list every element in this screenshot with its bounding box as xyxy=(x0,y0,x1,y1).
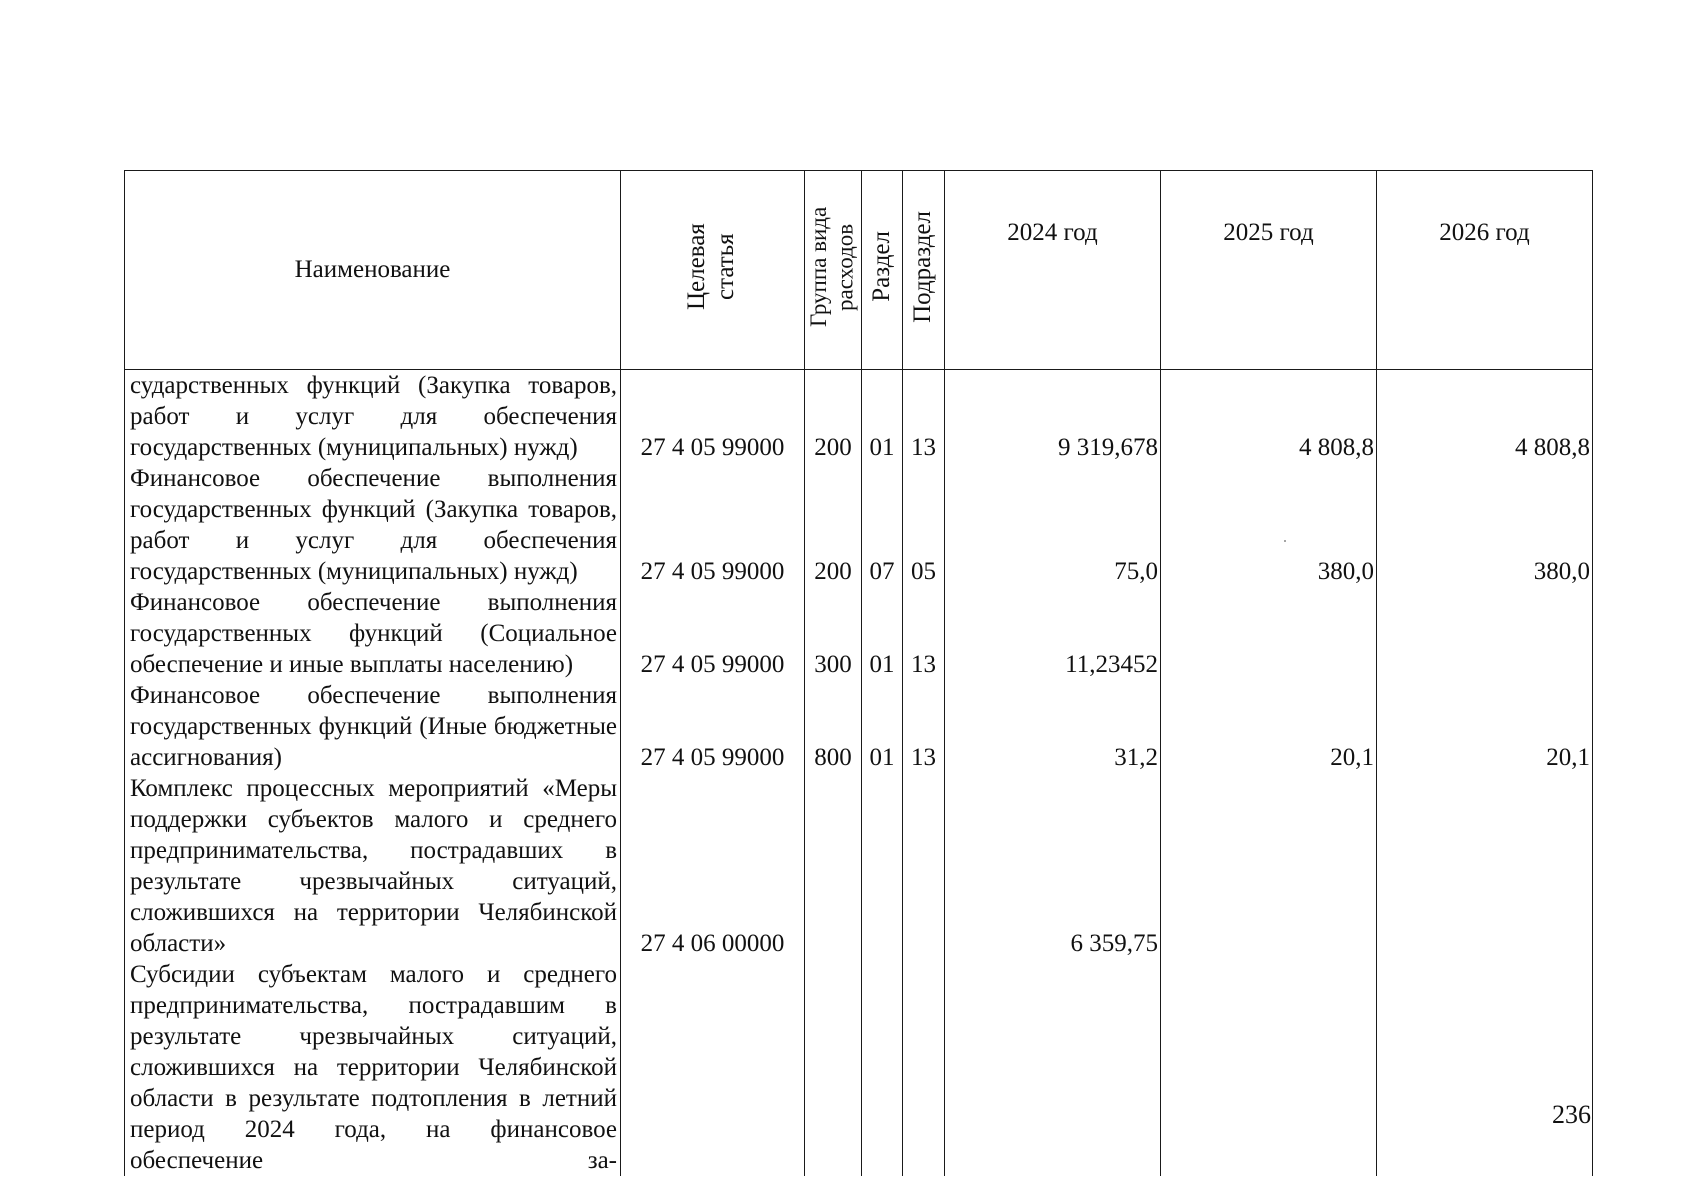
row-value-2024: 75,0 xyxy=(945,463,1161,587)
table-row xyxy=(125,463,1593,587)
table-row xyxy=(125,680,1593,773)
row-target-article: 27 4 05 99000 xyxy=(621,370,805,464)
row-value-2025: 380,0 xyxy=(1161,463,1377,587)
row-name: Финансовое обеспечение выполнения государственных функций (Иные бюджетные ассигнования) xyxy=(125,680,621,773)
row-value-2025: 20,1 xyxy=(1161,680,1377,773)
row-value-2026: 380,0 xyxy=(1377,463,1593,587)
row-value-2026 xyxy=(1377,959,1593,1176)
header-target-article: Целевая статья xyxy=(621,171,805,370)
row-value-2024: 6 359,75 xyxy=(945,773,1161,959)
row-expense-group: 800 xyxy=(805,680,862,773)
scan-speck xyxy=(1284,540,1286,542)
row-value-2026 xyxy=(1377,587,1593,680)
row-target-article: 27 4 06 00000 xyxy=(621,773,805,959)
row-section: 01 xyxy=(862,370,903,464)
row-value-2024: 9 319,678 xyxy=(945,370,1161,464)
row-name: Комплекс процессных мероприятий «Меры поддержки субъектов малого и среднего предпринимательства, пострадавших в результате чрезвычайных ситуаций, сложившихся на территории Челябинской области» xyxy=(125,773,621,959)
row-name: сударственных функций (Закупка товаров, работ и услуг для обеспечения государственных (муниципальных) нужд) xyxy=(125,370,621,464)
row-value-2025 xyxy=(1161,773,1377,959)
row-subsection: 13 xyxy=(903,587,945,680)
row-expense-group xyxy=(805,959,862,1176)
header-name: Наименование xyxy=(125,171,621,370)
row-section xyxy=(862,773,903,959)
budget-table xyxy=(124,170,1593,1176)
row-value-2025 xyxy=(1161,959,1377,1176)
row-subsection: 05 xyxy=(903,463,945,587)
row-section: 01 xyxy=(862,680,903,773)
row-value-2026 xyxy=(1377,773,1593,959)
row-section: 07 xyxy=(862,463,903,587)
header-year-2025: 2025 год xyxy=(1161,171,1377,370)
row-target-article: 27 4 05 99000 xyxy=(621,463,805,587)
row-value-2026: 4 808,8 xyxy=(1377,370,1593,464)
row-subsection xyxy=(903,773,945,959)
row-section: 01 xyxy=(862,587,903,680)
row-expense-group xyxy=(805,773,862,959)
row-target-article xyxy=(621,959,805,1176)
row-value-2025 xyxy=(1161,587,1377,680)
row-expense-group: 300 xyxy=(805,587,862,680)
table-row xyxy=(125,773,1593,959)
header-section: Раздел xyxy=(862,171,903,370)
header-expense-group: Группа вида расходов xyxy=(805,171,862,370)
row-section xyxy=(862,959,903,1176)
row-value-2024: 31,2 xyxy=(945,680,1161,773)
table-header-row xyxy=(125,171,1593,370)
header-subsection: Подраздел xyxy=(903,171,945,370)
table-row xyxy=(125,587,1593,680)
row-target-article: 27 4 05 99000 xyxy=(621,587,805,680)
row-value-2025: 4 808,8 xyxy=(1161,370,1377,464)
row-value-2024 xyxy=(945,959,1161,1176)
row-expense-group: 200 xyxy=(805,463,862,587)
row-subsection: 13 xyxy=(903,680,945,773)
row-name: Субсидии субъектам малого и среднего предпринимательства, пострадавшим в результате чрезвычайных ситуаций, сложившихся на территории Челябинской области в результате подтопления в летний период 2024 года, на финансовое обеспечение за- xyxy=(125,959,621,1176)
row-expense-group: 200 xyxy=(805,370,862,464)
table-row xyxy=(125,370,1593,464)
row-target-article: 27 4 05 99000 xyxy=(621,680,805,773)
page-number: 236 xyxy=(1552,1100,1591,1129)
row-name: Финансовое обеспечение выполнения государственных функций (Закупка товаров, работ и услуг для обеспечения государственных (муниципальных) нужд) xyxy=(125,463,621,587)
row-value-2026: 20,1 xyxy=(1377,680,1593,773)
row-subsection xyxy=(903,959,945,1176)
header-year-2024: 2024 год xyxy=(945,171,1161,370)
table-row xyxy=(125,959,1593,1176)
row-value-2024: 11,23452 xyxy=(945,587,1161,680)
header-year-2026: 2026 год xyxy=(1377,171,1593,370)
row-name: Финансовое обеспечение выполнения государственных функций (Социальное обеспечение и иные выплаты населению) xyxy=(125,587,621,680)
row-subsection: 13 xyxy=(903,370,945,464)
